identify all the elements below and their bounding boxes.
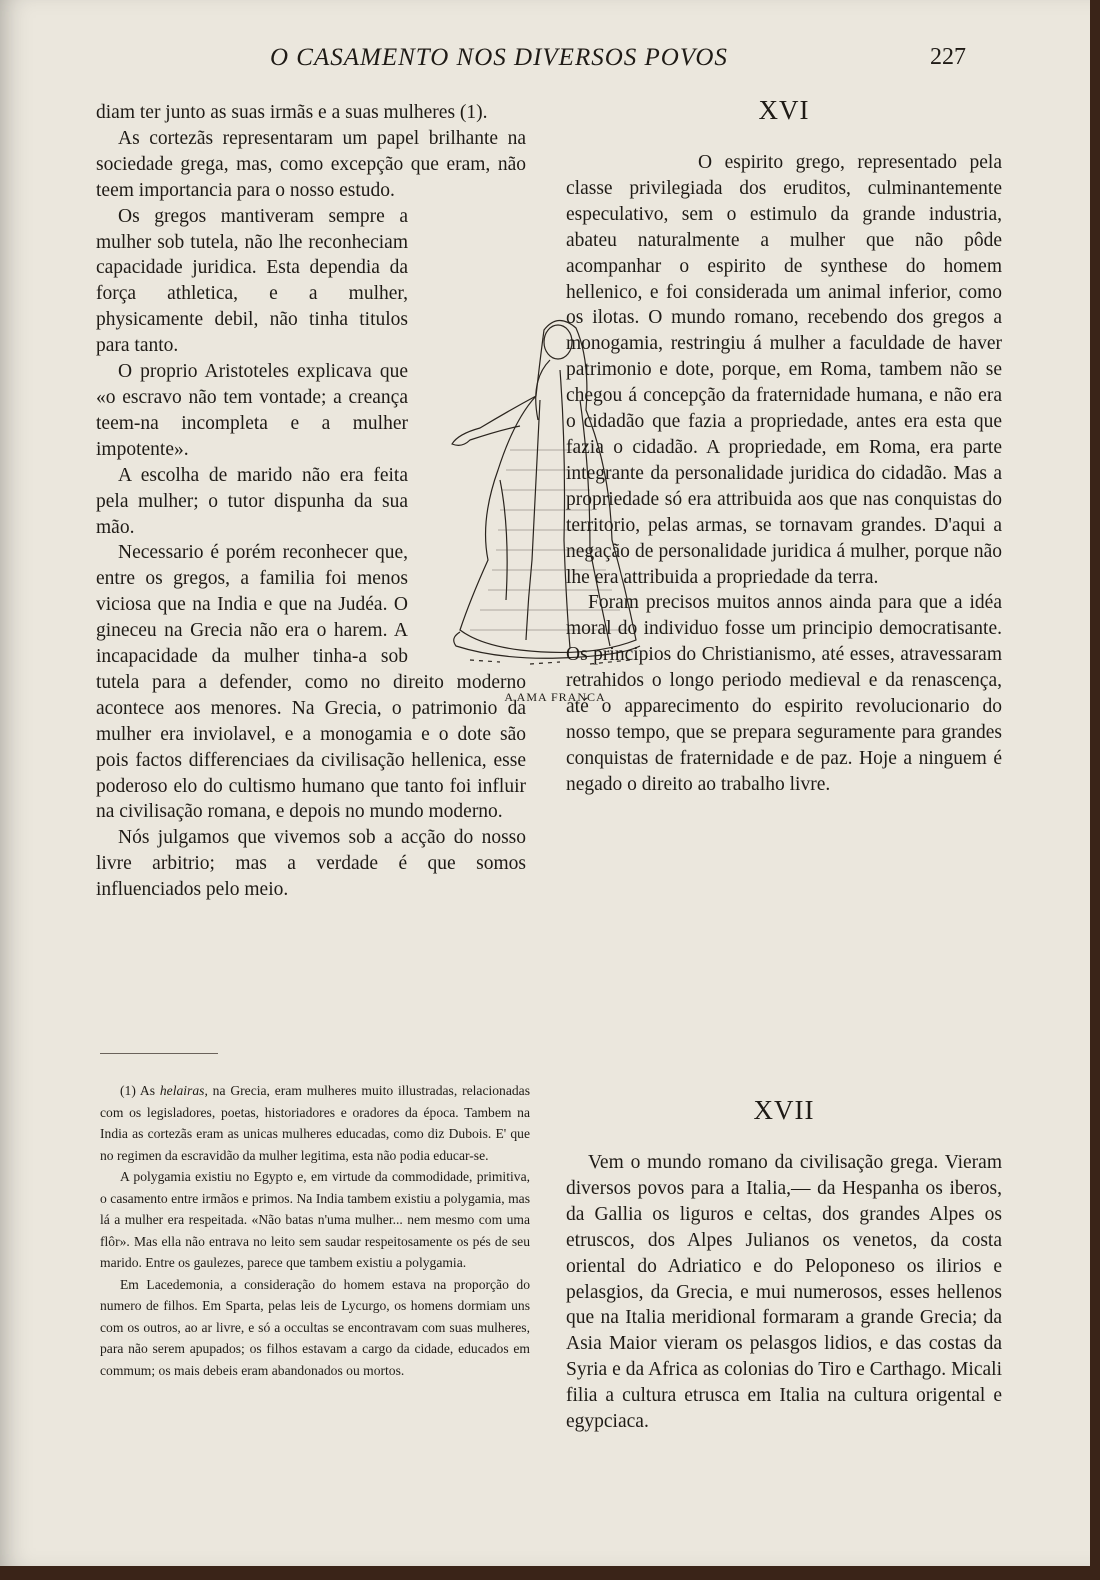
paragraph: Necessario é porém reconhecer que, entre os gregos, a familia foi menos viciosa que na India e que na Judéa. O gineceu na Grecia não era o harem. A incapacidade da mulher tinha-a sob tutela para a defender, como no direito moderno acontece aos menores. Na Grecia, o patrimonio da mulher era inviolavel, e a monogamia e o dote são pois factos differenciaes da civilisação hellenica, esse poderoso elo do cultismo humano que tanto foi influir na civilisação romana, e depois no mundo moderno. — [96, 542, 526, 823]
section-heading-xvii: XVII — [753, 1095, 815, 1125]
paragraph: O espirito grego, representado pela classe privilegiada dos eruditos, culminantemente especulativo, sem o estimulo da grande industria, abateu naturalmente a mulher que não pôde acompanhar o espirito de synthese do homem hellenico, e foi considerada um animal inferior, como os ilotas. O mundo romano, recebendo dos gregos a monogamia, restringiu á mulher a faculdade de haver patrimonio e dote, porque, em Roma, tambem não se chegou á concepção da fraternidade humana, e não era o cidadão que fazia a propriedade, antes era esta que fazia o cidadão. A propriedade, em Roma, era parte integrante da personalidade juridica do cidadão. Mas a propriedade só era attribuida aos que nas conquistas do territorio, pelas armas, se tornavam grandes. D'aqui a negação de personalidade juridica á mulher, porque não lhe era attribuida a propriedade da terra. — [566, 152, 1002, 588]
paragraph: Os gregos mantiveram sempre a mulher sob tutela, não lhe reconheciam capacidade juridica. Esta dependia da força athletica, e a mulher, physicamente debil, não tinha titulos para tanto. — [96, 205, 408, 357]
footnote: A polygamia existiu no Egypto e, em virtude da commodidade, primitiva, o casamento entre irmãos e primos. Na India tambem existiu a polygamia, mas lá a mulher era respeitada. «Não batas n'uma mulher... nem mesmo com uma flôr». Mas ella não entrava no leito sem saudar respeitosamente os pés de seu marido. Entre os gaulezes, parece que tambem existiu a polygamia. — [100, 1169, 530, 1270]
paragraph: A escolha de marido não era feita pela mulher; o tutor dispunha da sua mão. — [96, 464, 408, 538]
right-column-xvi — [566, 150, 1002, 798]
footnotes — [100, 1080, 530, 1381]
paragraph: O proprio Aristoteles explicava que «o escravo não tem vontade; a creança teem-na incompleta e a mulher impotente». — [96, 361, 408, 460]
paragraph: diam ter junto as suas irmãs e a suas mulheres (1). — [96, 102, 488, 123]
page-number: 227 — [930, 44, 966, 70]
figure-caption: A AMA FRANCA — [504, 690, 606, 704]
footnote-text: , na Grecia, eram mulheres muito illustradas, relacionadas com os legisladores, poetas, historiadores e oradores da época. Tambem na India as cortezãs eram as unicas mulheres educadas, como diz Dubois. E' que no regimen da escravidão da mulher legitima, esta não podia educar-se. — [100, 1083, 530, 1163]
footnote: Em Lacedemonia, a consideração do homem estava na proporção do numero de filhos. Em Sparta, pelas leis de Lycurgo, os homens dormiam uns com os outros, ao ar livre, e só a occultas se encontravam com suas mulheres, para não serem apupados; os filhos estavam a cargo da cidade, educados em commum; os mais debeis eram abandonados ou mortos. — [100, 1276, 530, 1378]
footnote-divider — [100, 1053, 218, 1054]
section-heading-xvi: XVI — [758, 95, 810, 125]
paragraph: Foram precisos muitos annos ainda para que a idéa moral do individuo fosse um principio democratisante. Os principios do Christianismo, até esses, atravessaram retrahidos o longo periodo medieval e da renascença, até o apparecimento do espirito revolucionario do nosso tempo, que se prepara seguramente para grandes conquistas de fraternidade e de paz. Hoje a ninguem é negado o direito ao trabalho livre. — [566, 592, 1002, 795]
footnote-italic-term: helairas — [159, 1083, 205, 1098]
right-column-xvii — [566, 1150, 1002, 1435]
paragraph: As cortezãs representaram um papel brilhante na sociedade grega, mas, como excepção que eram, não teem importancia para o nosso estudo. — [96, 127, 526, 201]
running-header: O CASAMENTO NOS DIVERSOS POVOS — [270, 44, 728, 71]
footnote-marker: (1) As — [120, 1083, 160, 1098]
paragraph: Nós julgamos que vivemos sob a acção do nosso livre arbitrio; mas a verdade é que somos influenciados pelo meio. — [96, 827, 526, 901]
footnote — [100, 1080, 530, 1166]
paragraph: Vem o mundo romano da civilisação grega. Vieram diversos povos para a Italia,— da Hespanha os iberos, da Gallia os liguros e celtas, dos grandes Alpes os etruscos, dos Alpes Julianos os venetos, da costa oriental do Adriatico e do Peloponeso os ilirios e pelasgios, da Grecia, e mui numerosos, esses hellenos que na Italia meridional formaram a grande Grecia; da Asia Maior vieram os pelasgos lidios, e das costas da Syria e da Africa as colonias do Tiro e Carthago. Micali filia a cultura etrusca em Italia na cultura origental e egypciaca. — [566, 1152, 1002, 1433]
